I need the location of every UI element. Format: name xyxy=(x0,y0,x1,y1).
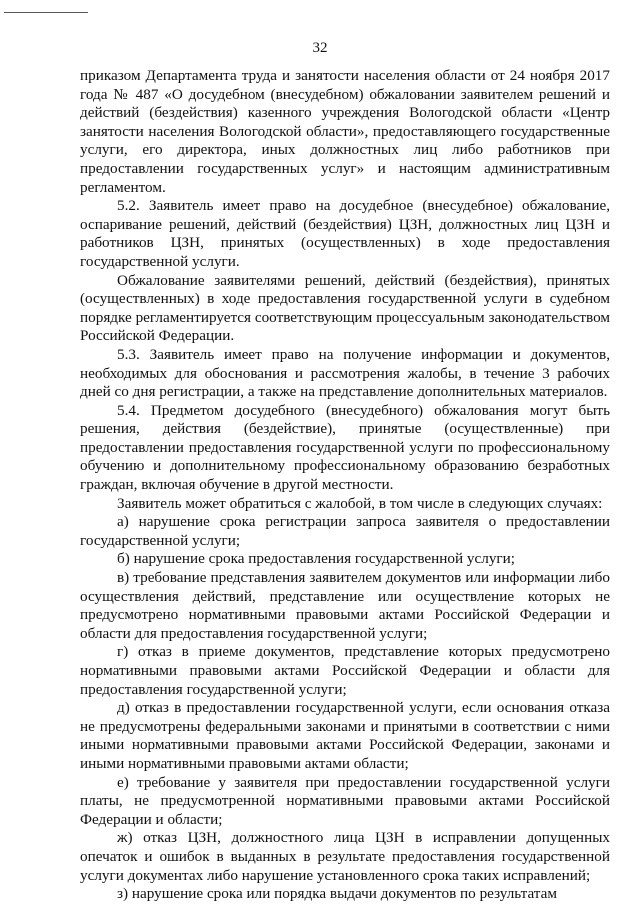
paragraph: а) нарушение срока регистрации запроса заявителя о предоставлении государственной услуги; xyxy=(80,513,610,549)
paragraph: г) отказ в приеме документов, представление которых предусмотрено нормативными правовыми актами Российской Федерации и области для предоставления государственной услуги; xyxy=(80,643,610,698)
paragraph: 5.4. Предметом досудебного (внесудебного) обжалования могут быть решения, действия (бездействие), принятые (осуществленные) при предоставлении предоставления государственной услуги по профессиональному обучению и дополнительному профессиональному образованию безработных граждан, включая обучение в другой местности. xyxy=(80,401,610,494)
paragraph: е) требование у заявителя при предоставлении государственной услуги платы, не предусмотренной нормативными правовыми актами Российской Федерации и области; xyxy=(80,773,610,828)
paragraph: Заявитель может обратиться с жалобой, в том числе в следующих случаях: xyxy=(117,494,603,512)
paragraph: б) нарушение срока предоставления государственной услуги; xyxy=(117,550,515,568)
paragraph: д) отказ в предоставлении государственной услуги, если основания отказа не предусмотрены федеральными законами и принятыми в соответствии с ними иными нормативными правовыми актами Российской Федерации, законами и иными нормативными правовыми актами области; xyxy=(80,699,610,772)
paragraph: ж) отказ ЦЗН, должностного лица ЦЗН в исправлении допущенных опечаток и ошибок в выданных в результате предоставления государственной услуги документах либо нарушение установленного срока таких исправлений; xyxy=(80,829,610,884)
document-body xyxy=(80,67,610,904)
paragraph: приказом Департамента труда и занятости населения области от 24 ноября 2017 года № 487 «О досудебном (внесудебном) обжаловании заявителем решений и действий (бездействия) казенного учреждения Вологодской области «Центр занятости населения Вологодской области», предоставляющего государственные услуги, его директора, иных должностных лиц либо работников при предоставлении государственных услуг» и настоящим административным регламентом. xyxy=(80,67,610,196)
paragraph: з) нарушение срока или порядка выдачи документов по результатам xyxy=(117,885,557,903)
paragraph: Обжалование заявителями решений, действий (бездействия), принятых (осуществленных) в ходе предоставления государственной услуги в судебном порядке регламентируется соответствующим процессуальным законодательством Российской Федерации. xyxy=(80,271,610,345)
page-number: 32 xyxy=(312,40,328,56)
paragraph: в) требование представления заявителем документов или информации либо осуществления действий, представление или осуществление которых не предусмотрено нормативными правовыми актами Российской Федерации и области для предоставления государственной услуги; xyxy=(80,569,610,642)
paragraph: 5.3. Заявитель имеет право на получение информации и документов, необходимых для обоснования и рассмотрения жалобы, в течение 3 рабочих дней со дня регистрации, а также на представление дополнительных материалов. xyxy=(80,345,610,401)
top-rule xyxy=(4,12,88,13)
paragraph: 5.2. Заявитель имеет право на досудебное (внесудебное) обжалование, оспаривание решений, действий (бездействия) ЦЗН, должностных лиц ЦЗН и работников ЦЗН, принятых (осуществленных) в ходе предоставления государственной услуги. xyxy=(80,197,610,270)
